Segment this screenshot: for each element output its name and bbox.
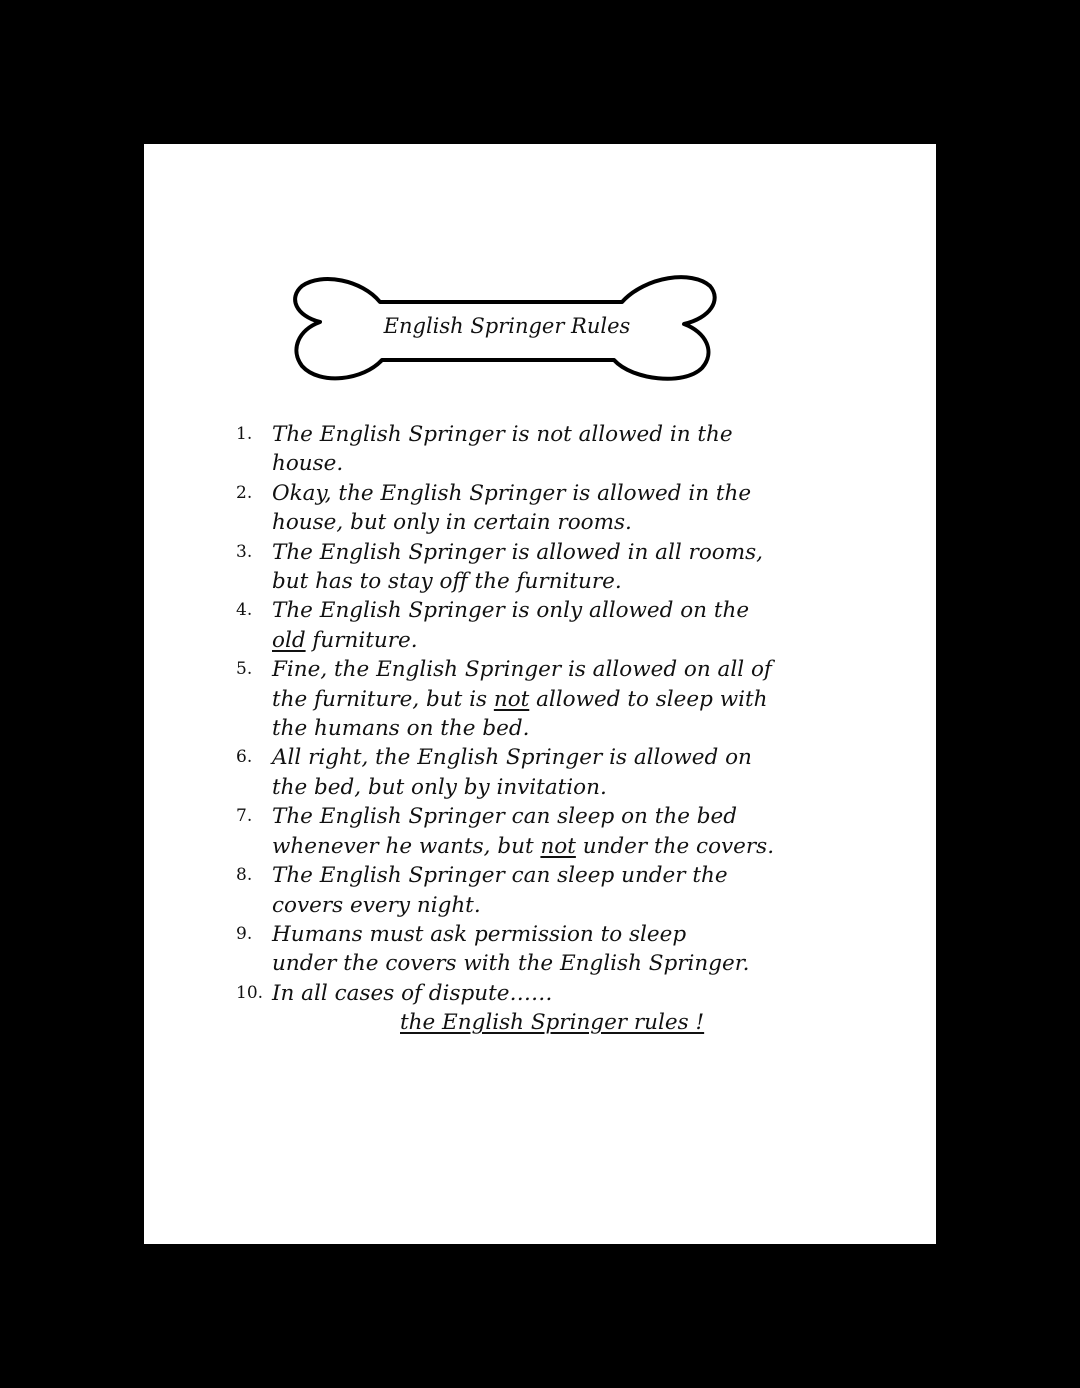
rule-text: house. [272, 451, 344, 477]
emphasis-underline: not [493, 686, 530, 712]
rule-text: under the covers with the English Springer. [272, 951, 750, 977]
rule-text: whenever he wants, but [272, 833, 541, 859]
rule-item [236, 743, 816, 802]
rule-text: allowed to sleep with [529, 686, 768, 712]
rule-item [236, 861, 816, 920]
rule-text: The English Springer is allowed in all rooms, [272, 539, 763, 565]
rule-text-line [272, 685, 816, 714]
rule-number: 2. [236, 482, 253, 503]
rule-text: furniture. [305, 627, 418, 653]
rule-text: covers every night. [272, 892, 481, 918]
rule-text: Fine, the English Springer is allowed on all of [272, 657, 772, 683]
rule-number: 3. [236, 541, 253, 562]
rule-number: 4. [236, 600, 253, 621]
rule-text-line [272, 920, 816, 949]
rule-number: 6. [236, 747, 253, 768]
rule-text: The English Springer can sleep under the [272, 863, 728, 889]
rule-text-line [272, 714, 816, 743]
rule-item [236, 802, 816, 861]
emphasis-underline: old [272, 627, 306, 653]
rule-text-line [272, 655, 816, 684]
rule-number: 10. [236, 982, 264, 1003]
rule-number: 9. [236, 923, 253, 944]
rule-number: 1. [236, 424, 253, 444]
rule-item [236, 596, 816, 655]
rule-text-line [272, 802, 816, 831]
rule-text: The English Springer is only allowed on the [272, 598, 750, 624]
rule-number: 5. [236, 659, 253, 680]
rule-item [236, 538, 816, 597]
rule-number: 8. [236, 865, 253, 886]
rule-text-line [272, 626, 816, 655]
bone-banner [292, 272, 722, 392]
rule-text: the humans on the bed. [272, 716, 530, 742]
rule-text: house, but only in certain rooms. [272, 510, 632, 536]
emphasis-underline: not [540, 833, 576, 859]
rule-text-line [272, 479, 816, 508]
rule-text-line [272, 596, 816, 625]
rule-text: In all cases of dispute…… [272, 980, 553, 1006]
rule-text: Humans must ask permission to sleep [272, 921, 687, 947]
rule-text-line [272, 949, 816, 978]
rule-number: 7. [236, 806, 253, 827]
rule-text: the bed, but only by invitation. [272, 774, 607, 800]
rule-item [236, 920, 816, 979]
rule-text-line [272, 832, 816, 861]
rule-text-line [272, 861, 816, 890]
rule-text-line [272, 567, 816, 596]
rule-text-line [272, 891, 816, 920]
rule-text: the furniture, but is [272, 686, 494, 712]
rule-text: Okay, the English Springer is allowed in the [272, 480, 752, 506]
rule-text: under the covers. [575, 833, 775, 859]
rules-list [236, 420, 816, 1008]
rule-item [236, 979, 816, 1008]
rule-text: The English Springer can sleep on the bed [272, 804, 738, 830]
rule-text-line [272, 538, 816, 567]
rule-text: All right, the English Springer is allowed on [272, 745, 752, 771]
rule-item [236, 655, 816, 743]
rule-text-line [272, 449, 816, 478]
rule-text-line [272, 508, 816, 537]
rule-text-line [272, 743, 816, 772]
rule-item [236, 420, 816, 479]
closing-line: the English Springer rules ! [400, 1010, 705, 1035]
page-title: English Springer Rules [383, 314, 631, 338]
rule-text-line [272, 420, 816, 449]
rule-text: but has to stay off the furniture. [272, 569, 622, 595]
rule-text-line [272, 773, 816, 802]
rule-text: The English Springer is not allowed in the [272, 422, 733, 447]
rule-item [236, 479, 816, 538]
document-page [144, 144, 936, 1244]
rule-text-line [272, 979, 816, 1008]
